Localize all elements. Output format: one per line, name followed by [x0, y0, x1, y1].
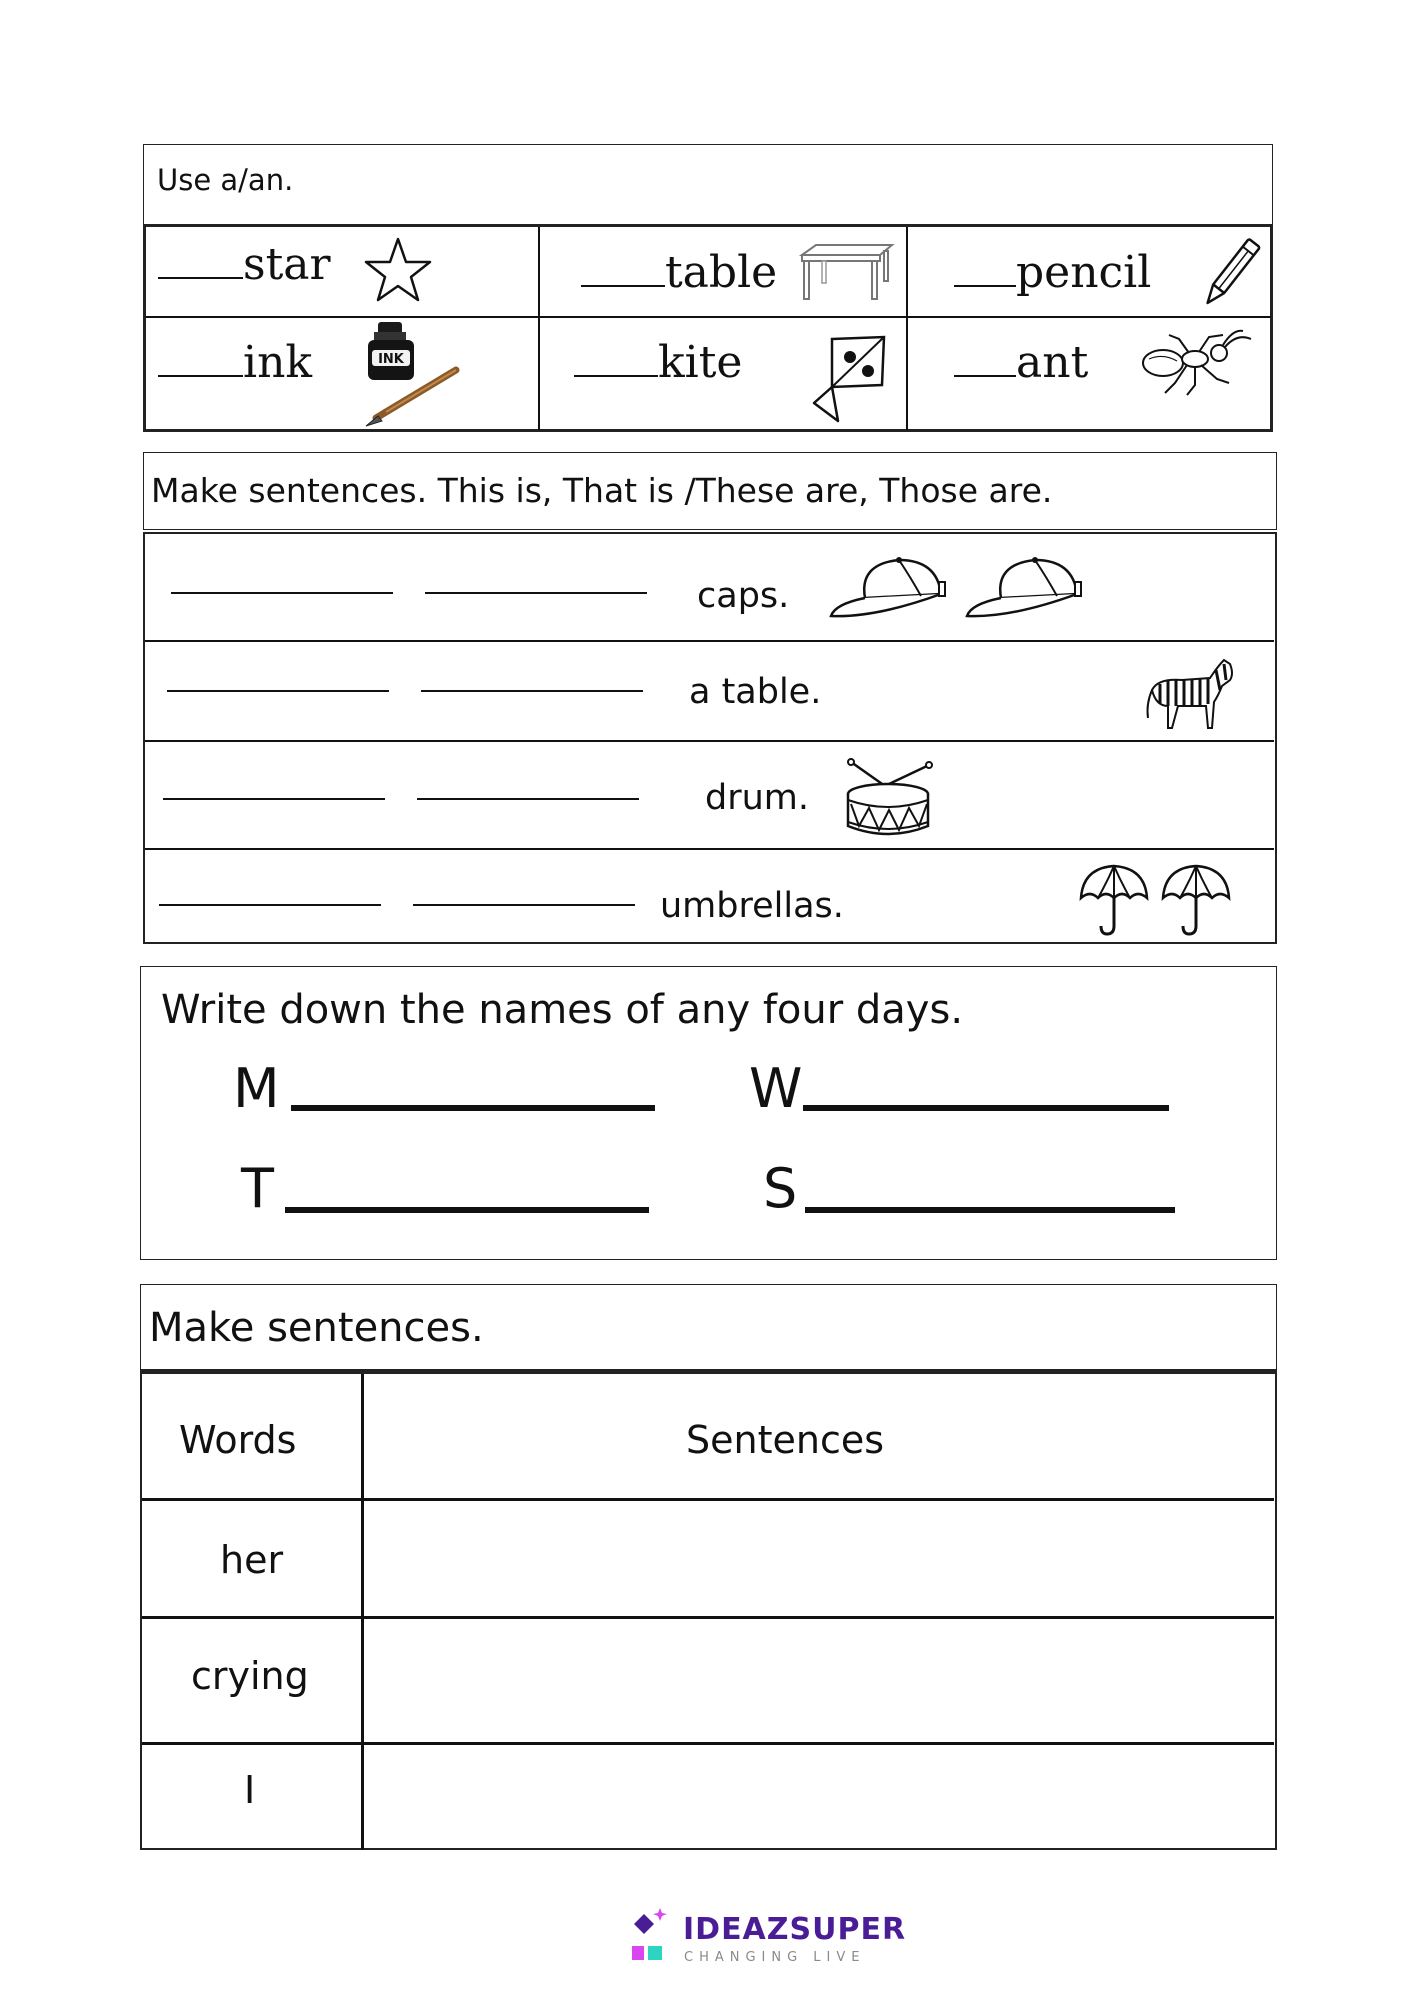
answer-blank-2[interactable]: [425, 592, 647, 594]
row-divider: [145, 640, 1274, 642]
item-ant: [954, 337, 1088, 388]
cap-icon: [961, 550, 1091, 630]
day-blank-w[interactable]: [803, 1105, 1169, 1111]
item-pencil: [954, 247, 1151, 298]
day-blank-s[interactable]: [805, 1207, 1175, 1213]
star-icon: [363, 235, 433, 305]
section2-title-box: [143, 452, 1277, 530]
item-kite: [574, 337, 742, 388]
item-ink: [158, 337, 312, 388]
section1-title-box: [143, 144, 1273, 226]
day-letter-t: T: [241, 1157, 274, 1220]
section1-title: Use a/an.: [157, 163, 294, 197]
section4-table: [140, 1370, 1277, 1850]
sentence-ending: a table.: [689, 672, 822, 712]
ant-icon: [1139, 327, 1257, 397]
day-letter-w: W: [749, 1057, 803, 1120]
answer-blank[interactable]: [954, 285, 1016, 287]
logo-mark-icon: [630, 1908, 670, 1970]
answer-blank-1[interactable]: [167, 690, 389, 692]
answer-blank[interactable]: [158, 375, 243, 377]
item-word: ink: [243, 337, 313, 388]
word-crying: crying: [191, 1654, 309, 1698]
ink-label: INK: [378, 352, 404, 367]
item-word: ant: [1016, 337, 1089, 388]
grid-divider: [906, 227, 908, 430]
umbrella-icon: [1159, 862, 1233, 938]
row-divider: [142, 1498, 1274, 1501]
answer-blank-1[interactable]: [171, 592, 393, 594]
answer-blank[interactable]: [574, 375, 658, 377]
table-icon: [796, 241, 896, 303]
cap-icon: [825, 550, 955, 630]
sentence-ending: drum.: [705, 778, 810, 818]
kite-icon: [810, 327, 890, 427]
item-word: star: [243, 239, 331, 290]
umbrella-icon: [1077, 862, 1151, 938]
sentence-cell-her[interactable]: [366, 1502, 1271, 1614]
sentence-ending: umbrellas.: [660, 886, 844, 926]
section2-table: [143, 532, 1277, 944]
word-i: I: [244, 1768, 256, 1812]
grid-divider: [146, 316, 1271, 318]
section4-title: Make sentences.: [149, 1305, 484, 1351]
section1-grid: [143, 224, 1273, 432]
item-star: [158, 239, 331, 290]
header-sentences: Sentences: [686, 1418, 885, 1462]
row-divider: [145, 740, 1274, 742]
sentence-ending: caps.: [697, 576, 790, 616]
answer-blank[interactable]: [581, 285, 665, 287]
sentence-cell-crying[interactable]: [366, 1620, 1271, 1740]
grid-divider: [538, 227, 540, 430]
header-words: Words: [179, 1418, 297, 1462]
item-word: table: [665, 247, 778, 298]
answer-blank-1[interactable]: [159, 904, 381, 906]
answer-blank-2[interactable]: [421, 690, 643, 692]
word-her: her: [220, 1538, 284, 1582]
answer-blank[interactable]: [158, 277, 243, 279]
answer-blank-2[interactable]: [417, 798, 639, 800]
section4-title-box: [140, 1284, 1277, 1370]
answer-blank[interactable]: [954, 375, 1016, 377]
column-divider: [361, 1374, 364, 1850]
section3-box: [140, 966, 1277, 1260]
section3-title: Write down the names of any four days.: [161, 987, 964, 1033]
item-word: kite: [658, 337, 743, 388]
section2-title: Make sentences. This is, That is /These are, Those are.: [151, 471, 1053, 510]
zebra-icon: [1138, 656, 1238, 736]
brand-logo: [630, 1908, 907, 1970]
sentence-cell-i[interactable]: [366, 1746, 1271, 1846]
item-table: [581, 247, 777, 298]
day-blank-m[interactable]: [291, 1105, 655, 1111]
pencil-icon: [1196, 233, 1266, 313]
answer-blank-2[interactable]: [413, 904, 635, 906]
logo-name: IDEAZSUPER: [683, 1912, 907, 1947]
day-letter-s: S: [763, 1157, 798, 1220]
row-divider: [142, 1616, 1274, 1619]
day-letter-m: M: [233, 1057, 280, 1120]
ink-bottle-icon: [356, 322, 466, 432]
day-blank-t[interactable]: [285, 1207, 649, 1213]
item-word: pencil: [1016, 247, 1152, 298]
logo-tagline: CHANGING LIVE: [684, 1950, 866, 1965]
row-divider: [145, 848, 1274, 850]
row-divider: [142, 1742, 1274, 1745]
drum-icon: [845, 756, 935, 842]
answer-blank-1[interactable]: [163, 798, 385, 800]
